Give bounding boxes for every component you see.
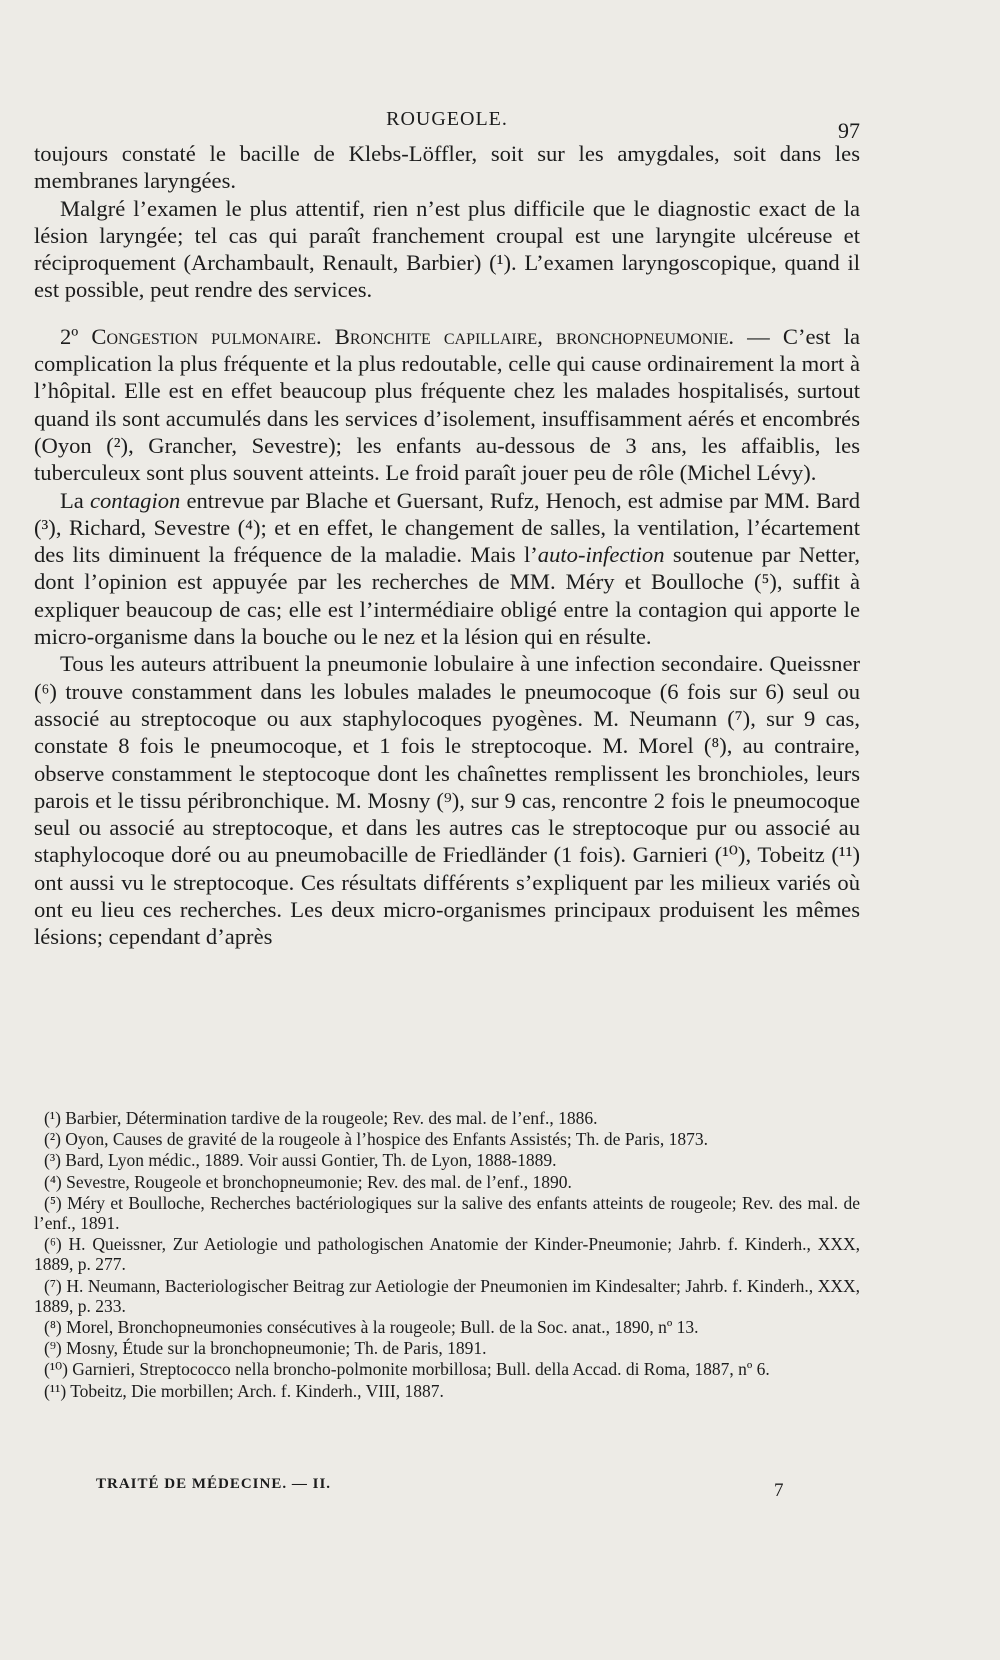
footnote: (¹¹) Tobeitz, Die morbillen; Arch. f. Kinderh., VIII, 1887. <box>44 1380 444 1401</box>
footnote: (⁸) Morel, Bronchopneumonies consécutives à la rougeole; Bull. de la Soc. anat., 1890, nº 13. <box>44 1317 699 1338</box>
footnote: (⁶) H. Queissner, Zur Aetiologie und pathologischen Anatomie der Kinder-Pneumonie; Jahrb. f. Kinderh., XXX, 1889, p. 277. <box>34 1234 860 1275</box>
paragraph: Malgré l’examen le plus attentif, rien n’est plus difficile que le diagnostic exact de la lésion laryngée; tel cas qui paraît franchement croupal est une laryngite ulcéreuse et réciproquement (Archambault, Renault, Barbier) (¹). L’examen laryngoscopique, quand il est possible, peut rendre des services. <box>34 195 860 303</box>
footnote: (²) Oyon, Causes de gravité de la rougeole à l’hospice des Enfants Assistés; Th. de Paris, 1873. <box>44 1129 708 1150</box>
text-run: La <box>60 487 90 513</box>
paragraph: toujours constaté le bacille de Klebs-Löffler, soit sur les amygdales, soit dans les membranes laryngées. <box>34 141 860 194</box>
footnote: (⁵) Méry et Boulloche, Recherches bactériologiques sur la salive des enfants atteints de rougeole; Rev. des mal. de l’enf., 1891. <box>34 1192 860 1234</box>
footnote: (⁷) H. Neumann, Bacteriologischer Beitrag zur Aetiologie der Pneumonien im Kindesalter; Jahrb. f. Kinderh., XXX, 1889, p. 233. <box>34 1275 860 1316</box>
footnote: (⁴) Sevestre, Rougeole et bronchopneumonie; Rev. des mal. de l’enf., 1890. <box>44 1171 572 1192</box>
section-heading: 2º Congestion pulmonaire. Bronchite capillaire, bronchopneumonie. <box>60 323 735 349</box>
footnote: (³) Bard, Lyon médic., 1889. Voir aussi Gontier, Th. de Lyon, 1888-1889. <box>44 1150 557 1171</box>
italic-term: auto-infection <box>537 542 665 568</box>
footnote: (¹⁰) Garnieri, Streptococco nella broncho-polmonite morbillosa; Bull. della Accad. di Roma, 1887, nº 6. <box>44 1359 770 1380</box>
page-header <box>34 108 860 143</box>
running-head: ROUGEOLE. <box>386 108 508 130</box>
paragraph <box>34 487 860 651</box>
body-text <box>34 140 860 951</box>
footnotes <box>34 1108 860 1402</box>
text-run: entrevue par Blache et Guersant, Rufz, Henoch, est admise par MM. Bard (³), Richard, Sevestre (⁴); et en effet, le changement de salles, la ventilation, l’écartement des lits diminuent la fréquence de la maladie. Mais l’ <box>34 487 860 568</box>
page-footer <box>34 1476 860 1500</box>
text-run: soutenue par Netter, dont l’opinion est appuyée par les recherches de MM. Méry et Boulloche (⁵), suffit à expliquer beaucoup de cas; elle est l’intermédiaire obligé entre la contagion qui apporte le micro-organisme dans la bouche ou le nez et la lésion qui en résulte. <box>34 542 860 650</box>
footnote: (¹) Barbier, Détermination tardive de la rougeole; Rev. des mal. de l’enf., 1886. <box>44 1108 598 1128</box>
section-paragraph <box>34 323 860 487</box>
footer-title: TRAITÉ DE MÉDECINE. — II. <box>96 1476 332 1492</box>
section-text: — C’est la complication la plus fréquente et la plus redoutable, celle qui cause ordinairement la mort à l’hôpital. Elle est en effet beaucoup plus fréquente chez les malades hospitalisés, surtout quand ils sont accumulés dans les services d’isolement, insuffisamment aérés et encombrés (Oyon (²), Grancher, Sevestre); les enfants au-dessous de 3 ans, les affaiblis, les tuberculeux sont plus souvent atteints. Le froid paraît jouer peu de rôle (Michel Lévy). <box>34 323 860 486</box>
page-number: 97 <box>838 118 860 143</box>
signature-mark: 7 <box>774 1480 784 1501</box>
italic-term: contagion <box>89 487 181 513</box>
paragraph: Tous les auteurs attribuent la pneumonie lobulaire à une infection secondaire. Queissner (⁶) trouve constamment dans les lobules malades le pneumocoque (6 fois sur 6) seul ou associé au streptocoque ou aux staphylocoques pyogènes. M. Neumann (⁷), sur 9 cas, constate 8 fois le pneumocoque, et 1 fois le streptocoque. M. Morel (⁸), au contraire, observe constamment le steptocoque dont les chaînettes remplissent les bronchioles, leurs parois et le tissu péribronchique. M. Mosny (⁹), sur 9 cas, rencontre 2 fois le pneumocoque seul ou associé au streptocoque, et dans les autres cas le streptocoque pur ou associé au staphylocoque doré ou au pneumobacille de Friedländer (1 fois). Garnieri (¹⁰), Tobeitz (¹¹) ont aussi vu le streptocoque. Ces résultats différents s’expliquent par les milieux variés où ont eu lieu ces recherches. Les deux micro-organismes principaux produisent les mêmes lésions; cependant d’après <box>34 651 860 950</box>
footnote: (⁹) Mosny, Étude sur la bronchopneumonie; Th. de Paris, 1891. <box>44 1338 487 1359</box>
